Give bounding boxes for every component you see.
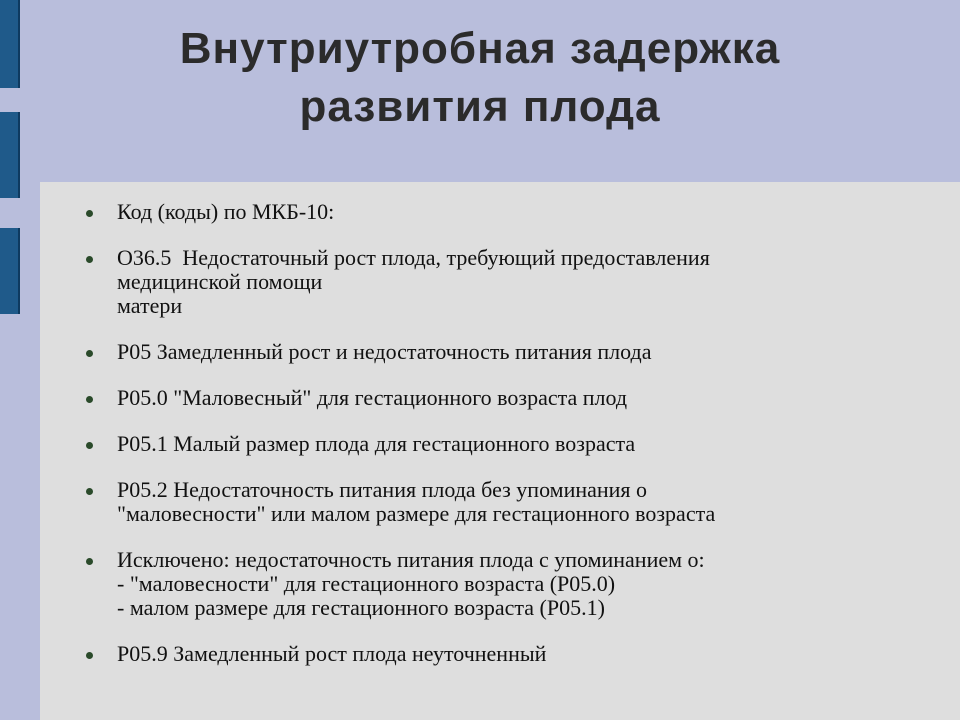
- slide-title-line-2: развития плода: [299, 82, 661, 131]
- accent-bar-middle: [0, 112, 20, 198]
- slide-title: [40, 20, 920, 136]
- list-item-text: P05.2 Недостаточность питания плода без упоминания о: [117, 477, 648, 502]
- list-item: [40, 432, 940, 456]
- list-item-text: P05 Замедленный рост и недостаточность питания плода: [117, 339, 652, 364]
- list-item-text: матери: [117, 293, 183, 318]
- list-item: [40, 478, 940, 526]
- accent-bar-bottom: [0, 228, 20, 314]
- list-item-text: P05.0 "Маловесный" для гестационного возраста плод: [117, 385, 628, 410]
- list-item-text: Исключено: недостаточность питания плода с упоминанием о:: [117, 547, 705, 572]
- list-item-text: P05.1 Малый размер плода для гестационного возраста: [117, 431, 636, 456]
- bullet-icon: [86, 442, 93, 449]
- list-item: [40, 246, 940, 318]
- bullet-icon: [86, 652, 93, 659]
- list-item: [40, 200, 940, 224]
- list-item: [40, 548, 940, 620]
- list-item-text: "маловесности" или малом размере для гестационного возраста: [117, 501, 716, 526]
- list-item-text: P05.9 Замедленный рост плода неуточненный: [117, 641, 547, 666]
- list-item-text: - "маловесности" для гестационного возраста (P05.0): [117, 571, 616, 596]
- list-item: [40, 642, 940, 666]
- bullet-icon: [86, 256, 93, 263]
- bullet-icon: [86, 350, 93, 357]
- bullet-icon: [86, 396, 93, 403]
- list-item: [40, 340, 940, 364]
- accent-bar-top: [0, 0, 20, 88]
- list-item-text: O36.5 Недостаточный рост плода, требующий предоставления: [117, 245, 710, 270]
- list-item-text: - малом размере для гестационного возраста (P05.1): [117, 595, 605, 620]
- slide-title-line-1: Внутриутробная задержка: [179, 24, 781, 73]
- bullet-icon: [86, 558, 93, 565]
- list-item: [40, 386, 940, 410]
- bullet-icon: [86, 488, 93, 495]
- list-item-text: медицинской помощи: [117, 269, 323, 294]
- bullet-list: [40, 200, 940, 688]
- bullet-icon: [86, 210, 93, 217]
- content-panel: [40, 182, 960, 720]
- list-item-text: Код (коды) по МКБ-10:: [117, 199, 335, 224]
